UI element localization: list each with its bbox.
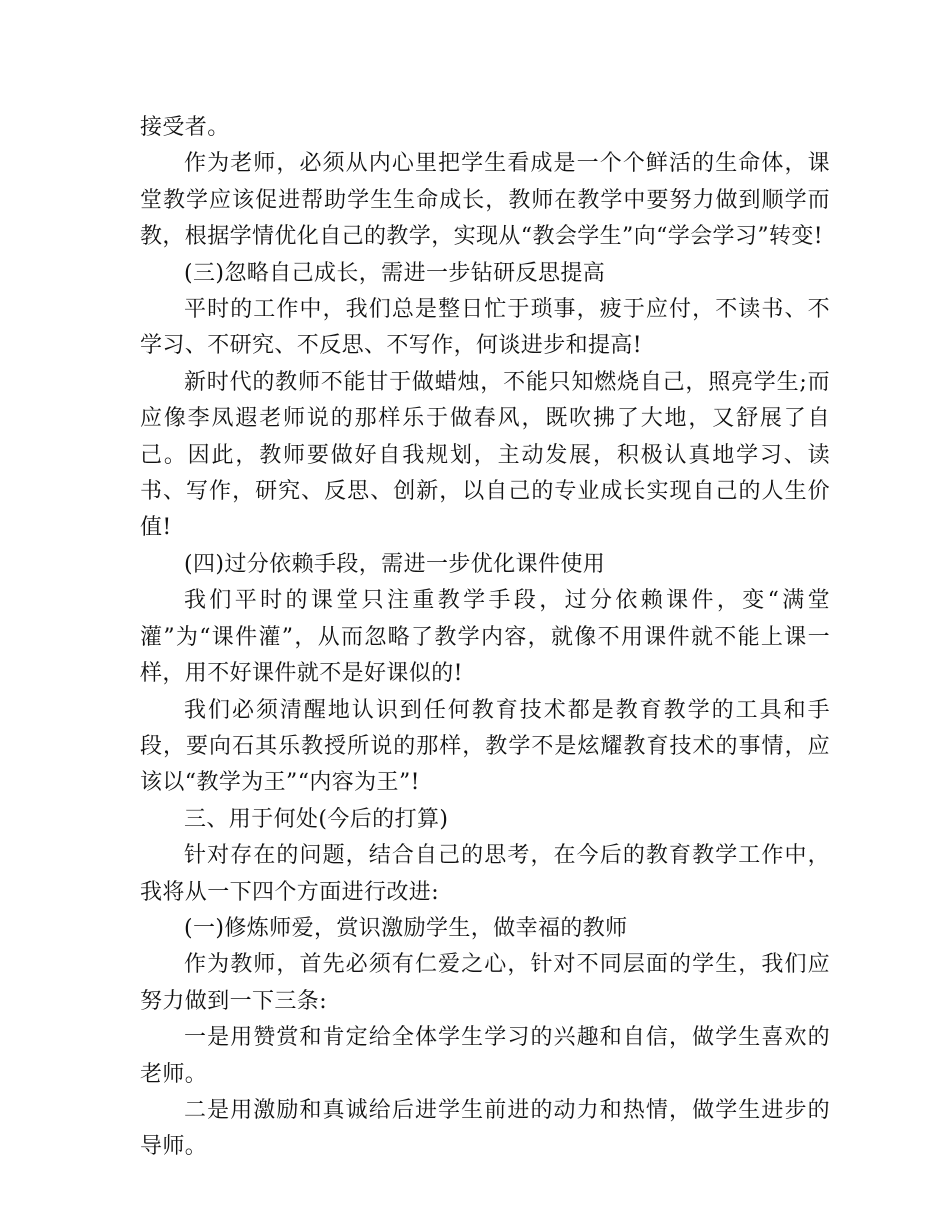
section-heading-3: (三)忽略自己成长，需进一步钻研反思提高 [184,260,606,286]
section-heading-4: (四)过分依赖手段，需进一步优化课件使用 [184,551,606,577]
paragraph-7: 我们平时的课堂只注重教学手段，过分依赖课件，变“满堂灌”为“课件灌”，从而忽略了教学内容，就像不用课件就不能上课一样，用不好课件就不是好课似的! [140,588,830,687]
document-body [140,110,830,1166]
paragraph-14: 二是用激励和真诚给后进学生前进的动力和热情，做学生进步的导师。 [140,1097,830,1160]
paragraph-10: 针对存在的问题，结合自己的思考，在今后的教育教学工作中，我将从一下四个方面进行改进: [140,843,830,905]
section-heading-three: 三、用于何处(今后的打算) [184,806,449,832]
paragraph-4: 平时的工作中，我们总是整日忙于琐事，疲于应付，不读书、不学习、不研究、不反思、不写作，何谈进步和提高! [140,297,830,359]
section-heading-1: (一)修炼师爱，赏识激励学生，做幸福的教师 [184,915,628,941]
paragraph-2: 作为老师，必须从内心里把学生看成是一个个鲜活的生命体，课堂教学应该促进帮助学生生命成长，教师在教学中要努力做到顺学而教，根据学情优化自己的教学，实现从“教会学生”向“学会学习”转变! [140,151,830,250]
paragraph-12: 作为教师，首先必须有仁爱之心，针对不同层面的学生，我们应努力做到一下三条: [140,952,830,1014]
paragraph-13: 一是用赞赏和肯定给全体学生学习的兴趣和自信，做学生喜欢的老师。 [140,1025,830,1087]
paragraph-5: 新时代的教师不能甘于做蜡烛，不能只知燃烧自己，照亮学生;而应像李凤遐老师说的那样乐于做春风，既吹拂了大地，又舒展了自己。因此，教师要做好自我规划，主动发展，积极认真地学习、读书、写作，研究、反思、创新，以自己的专业成长实现自己的人生价值! [140,369,830,541]
paragraph-1: 接受者。 [140,115,230,140]
paragraph-8: 我们必须清醒地认识到任何教育技术都是教育教学的工具和手段，要向石其乐教授所说的那样，教学不是炫耀教育技术的事情，应该以“教学为王”“内容为王”! [140,697,830,796]
